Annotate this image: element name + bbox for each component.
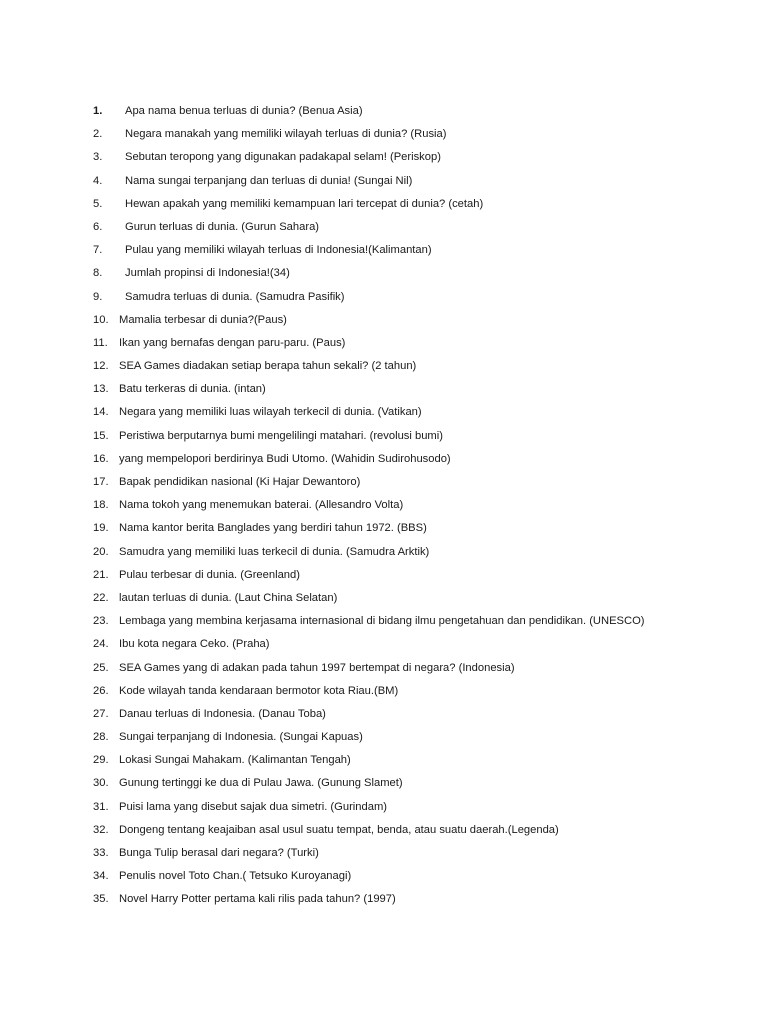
question-text: Bunga Tulip berasal dari negara? (Turki) bbox=[119, 847, 319, 859]
question-list bbox=[0, 104, 768, 916]
question-number: 17. bbox=[93, 476, 109, 488]
question-text: Peristiwa berputarnya bumi mengelilingi matahari. (revolusi bumi) bbox=[119, 429, 443, 442]
question-number: 32. bbox=[93, 823, 109, 836]
question-number: 13. bbox=[93, 383, 109, 396]
question-number: 12. bbox=[93, 360, 109, 373]
question-text: Jumlah propinsi di Indonesia!(34) bbox=[125, 267, 290, 280]
question-number: 3. bbox=[93, 151, 103, 164]
question-item bbox=[0, 127, 768, 150]
question-item bbox=[0, 452, 768, 475]
question-number: 16. bbox=[93, 452, 109, 465]
question-text: Mamalia terbesar di dunia?(Paus) bbox=[119, 313, 287, 326]
question-item bbox=[0, 707, 768, 730]
question-number: 35. bbox=[93, 893, 109, 906]
question-number: 21. bbox=[93, 568, 109, 581]
question-item bbox=[0, 521, 768, 544]
question-number: 1. bbox=[93, 105, 103, 117]
question-text: Sungai terpanjang di Indonesia. (Sungai Kapuas) bbox=[119, 731, 363, 744]
question-text: Samudra terluas di dunia. (Samudra Pasifik) bbox=[125, 290, 345, 303]
question-item bbox=[0, 174, 768, 197]
question-item bbox=[0, 313, 768, 336]
question-item bbox=[0, 776, 768, 799]
question-text: Lembaga yang membina kerjasama internasional di bidang ilmu pengetahuan dan pendidikan. (UNESCO) bbox=[119, 615, 645, 628]
question-number: 18. bbox=[93, 499, 109, 512]
question-number: 11. bbox=[93, 336, 108, 349]
question-text: Nama sungai terpanjang dan terluas di dunia! (Sungai Nil) bbox=[125, 174, 413, 187]
question-number: 27. bbox=[93, 707, 109, 720]
question-item bbox=[0, 405, 768, 428]
question-text: Pulau yang memiliki wilayah terluas di Indonesia!(Kalimantan) bbox=[125, 244, 432, 257]
question-text: Penulis novel Toto Chan.( Tetsuko Kuroyanagi) bbox=[119, 870, 352, 883]
question-text: Ikan yang bernafas dengan paru-paru. (Paus) bbox=[119, 336, 346, 349]
question-text: Bapak pendidikan nasional (Ki Hajar Dewantoro) bbox=[119, 476, 361, 488]
question-text: Batu terkeras di dunia. (intan) bbox=[119, 383, 266, 396]
question-number: 31. bbox=[93, 800, 109, 813]
question-number: 28. bbox=[93, 731, 109, 744]
question-item bbox=[0, 243, 768, 266]
question-item bbox=[0, 614, 768, 637]
question-item bbox=[0, 150, 768, 173]
question-item bbox=[0, 753, 768, 776]
question-item bbox=[0, 382, 768, 405]
question-item bbox=[0, 290, 768, 313]
question-text: Negara manakah yang memiliki wilayah terluas di dunia? (Rusia) bbox=[125, 128, 447, 141]
question-number: 15. bbox=[93, 429, 109, 442]
question-item bbox=[0, 800, 768, 823]
question-number: 24. bbox=[93, 638, 109, 651]
question-item bbox=[0, 475, 768, 498]
question-number: 33. bbox=[93, 847, 109, 859]
question-text: Apa nama benua terluas di dunia? (Benua Asia) bbox=[125, 105, 363, 117]
question-text: Hewan apakah yang memiliki kemampuan lari tercepat di dunia? (cetah) bbox=[125, 197, 484, 210]
question-item bbox=[0, 869, 768, 892]
question-number: 9. bbox=[93, 290, 103, 303]
question-number: 25. bbox=[93, 661, 109, 674]
question-item bbox=[0, 545, 768, 568]
question-text: Gunung tertinggi ke dua di Pulau Jawa. (Gunung Slamet) bbox=[119, 777, 403, 790]
question-text: Samudra yang memiliki luas terkecil di dunia. (Samudra Arktik) bbox=[119, 545, 430, 558]
question-text: Sebutan teropong yang digunakan padakapal selam! (Periskop) bbox=[125, 151, 441, 164]
question-item bbox=[0, 684, 768, 707]
question-text: Lokasi Sungai Mahakam. (Kalimantan Tengah) bbox=[119, 754, 351, 767]
question-number: 26. bbox=[93, 684, 109, 697]
question-number: 30. bbox=[93, 777, 109, 790]
question-item bbox=[0, 197, 768, 220]
question-item bbox=[0, 568, 768, 591]
question-number: 8. bbox=[93, 267, 103, 280]
question-item bbox=[0, 661, 768, 684]
question-item bbox=[0, 220, 768, 243]
question-number: 10. bbox=[93, 313, 109, 326]
question-text: Danau terluas di Indonesia. (Danau Toba) bbox=[119, 707, 326, 720]
question-item bbox=[0, 730, 768, 753]
question-item bbox=[0, 266, 768, 289]
question-text: Negara yang memiliki luas wilayah terkecil di dunia. (Vatikan) bbox=[119, 406, 422, 419]
question-text: Ibu kota negara Ceko. (Praha) bbox=[119, 638, 270, 651]
question-item bbox=[0, 429, 768, 452]
question-number: 29. bbox=[93, 754, 109, 767]
question-number: 19. bbox=[93, 522, 109, 535]
question-text: SEA Games diadakan setiap berapa tahun sekali? (2 tahun) bbox=[119, 360, 417, 373]
question-number: 4. bbox=[93, 174, 103, 187]
question-item bbox=[0, 892, 768, 915]
question-number: 6. bbox=[93, 220, 103, 233]
question-item bbox=[0, 498, 768, 521]
question-item bbox=[0, 359, 768, 382]
question-number: 2. bbox=[93, 128, 103, 141]
question-number: 14. bbox=[93, 406, 109, 419]
question-text: lautan terluas di dunia. (Laut China Selatan) bbox=[119, 591, 338, 604]
question-text: yang mempelopori berdirinya Budi Utomo. (Wahidin Sudirohusodo) bbox=[119, 452, 451, 465]
question-text: Nama tokoh yang menemukan baterai. (Allesandro Volta) bbox=[119, 499, 404, 512]
question-number: 34. bbox=[93, 870, 109, 883]
question-item bbox=[0, 336, 768, 359]
question-number: 20. bbox=[93, 545, 109, 558]
question-text: Puisi lama yang disebut sajak dua simetri. (Gurindam) bbox=[119, 800, 387, 813]
question-item bbox=[0, 104, 768, 127]
question-text: Pulau terbesar di dunia. (Greenland) bbox=[119, 568, 300, 581]
question-text: Nama kantor berita Banglades yang berdiri tahun 1972. (BBS) bbox=[119, 522, 427, 535]
question-text: Dongeng tentang keajaiban asal usul suatu tempat, benda, atau suatu daerah.(Legenda) bbox=[119, 823, 559, 836]
question-number: 5. bbox=[93, 197, 103, 210]
question-number: 23. bbox=[93, 615, 109, 628]
question-number: 7. bbox=[93, 244, 103, 257]
question-text: Kode wilayah tanda kendaraan bermotor kota Riau.(BM) bbox=[119, 684, 399, 697]
question-item bbox=[0, 591, 768, 614]
question-text: Novel Harry Potter pertama kali rilis pada tahun? (1997) bbox=[119, 893, 396, 906]
question-item bbox=[0, 637, 768, 660]
question-text: SEA Games yang di adakan pada tahun 1997 bertempat di negara? (Indonesia) bbox=[119, 661, 515, 674]
question-item bbox=[0, 846, 768, 869]
question-item bbox=[0, 823, 768, 846]
question-text: Gurun terluas di dunia. (Gurun Sahara) bbox=[125, 220, 320, 233]
question-number: 22. bbox=[93, 591, 109, 604]
